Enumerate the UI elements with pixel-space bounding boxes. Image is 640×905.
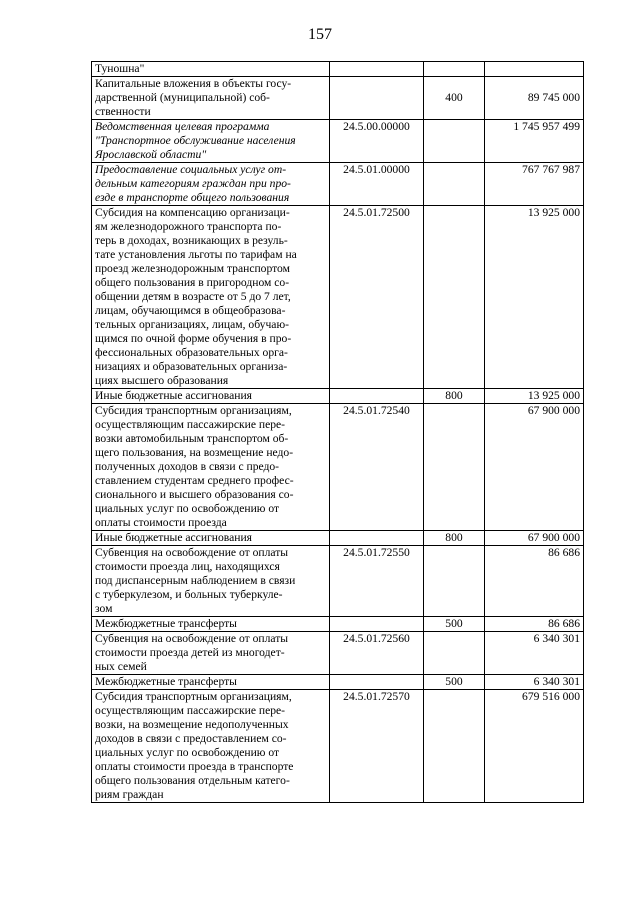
row-code — [330, 389, 424, 404]
name-line: Иные бюджетные ассигнования — [95, 389, 252, 402]
name-line: "Транспортное обслуживание населения — [95, 134, 296, 147]
name-line: фессиональных образовательных орга- — [95, 346, 288, 359]
row-name — [92, 389, 330, 404]
row-code: 24.5.01.72540 — [330, 404, 424, 531]
name-line: возки, на возмещение недополученных — [95, 718, 289, 731]
row-code — [330, 62, 424, 77]
table-row — [92, 62, 584, 77]
name-line: оплаты стоимости проезда — [95, 516, 227, 529]
row-name — [92, 632, 330, 675]
name-line: дарственной (муниципальной) соб- — [95, 91, 270, 104]
name-line: Ведомственная целевая программа — [95, 120, 270, 133]
row-expense-type — [424, 632, 485, 675]
name-line: зом — [95, 602, 113, 615]
row-sum: 679 516 000 — [485, 690, 584, 803]
row-code: 24.5.00.00000 — [330, 120, 424, 163]
name-line: дельным категориям граждан при про- — [95, 177, 291, 190]
page-number: 157 — [308, 26, 332, 43]
row-name — [92, 163, 330, 206]
name-line: Ярославской области" — [95, 148, 207, 161]
table-row — [92, 77, 584, 120]
name-line: циях высшего образования — [95, 374, 229, 387]
name-line: циальных услуг по освобождению от — [95, 746, 280, 759]
name-line: Иные бюджетные ассигнования — [95, 531, 252, 544]
row-code — [330, 77, 424, 120]
row-name — [92, 617, 330, 632]
row-expense-type — [424, 690, 485, 803]
budget-table — [91, 61, 584, 803]
row-expense-type: 500 — [424, 617, 485, 632]
name-line: полученных доходов в связи с предо- — [95, 460, 280, 473]
row-expense-type — [424, 120, 485, 163]
row-expense-type: 400 — [424, 77, 485, 120]
name-line: Субсидия транспортным организациям, — [95, 404, 292, 417]
table-row — [92, 690, 584, 803]
name-line: оплаты стоимости проезда в транспорте — [95, 760, 294, 773]
row-code — [330, 675, 424, 690]
row-name — [92, 404, 330, 531]
row-name — [92, 77, 330, 120]
name-line: Межбюджетные трансферты — [95, 617, 237, 630]
name-line: лицам, обучающимся в общеобразова- — [95, 304, 286, 317]
row-sum: 767 767 987 — [485, 163, 584, 206]
row-sum: 86 686 — [485, 617, 584, 632]
name-line: осуществляющим пассажирские пере- — [95, 704, 286, 717]
row-name — [92, 675, 330, 690]
row-name — [92, 531, 330, 546]
name-line: общего пользования в пригородном со- — [95, 276, 290, 289]
row-sum: 67 900 000 — [485, 404, 584, 531]
row-code: 24.5.01.00000 — [330, 163, 424, 206]
row-expense-type: 500 — [424, 675, 485, 690]
name-line: проезд железнодорожным транспортом — [95, 262, 290, 275]
name-line: Туношна" — [95, 62, 145, 75]
name-line: стоимости проезда детей из многодет- — [95, 646, 285, 659]
row-sum — [485, 62, 584, 77]
row-sum: 89 745 000 — [485, 77, 584, 120]
row-expense-type — [424, 404, 485, 531]
table-row — [92, 206, 584, 389]
row-code: 24.5.01.72500 — [330, 206, 424, 389]
name-line: под диспансерным наблюдением в связи — [95, 574, 296, 587]
name-line: ственности — [95, 105, 151, 118]
name-line: езде в транспорте общего пользования — [95, 191, 290, 204]
row-code: 24.5.01.72570 — [330, 690, 424, 803]
name-line: терь в доходах, возникающих в резуль- — [95, 234, 288, 247]
name-line: общении детям в возрасте от 5 до 7 лет, — [95, 290, 291, 303]
name-line: возки автомобильным транспортом об- — [95, 432, 289, 445]
row-name — [92, 546, 330, 617]
row-expense-type: 800 — [424, 389, 485, 404]
row-code: 24.5.01.72560 — [330, 632, 424, 675]
table-row — [92, 617, 584, 632]
row-code — [330, 617, 424, 632]
name-line: ставлением студентам среднего профес- — [95, 474, 294, 487]
table-row — [92, 163, 584, 206]
table-row — [92, 546, 584, 617]
row-expense-type — [424, 206, 485, 389]
name-line: щего пользования, на возмещение недо- — [95, 446, 294, 459]
name-line: Субсидия транспортным организациям, — [95, 690, 292, 703]
row-name — [92, 206, 330, 389]
name-line: с туберкулезом, и больных туберкуле- — [95, 588, 283, 601]
table-row — [92, 404, 584, 531]
row-expense-type — [424, 163, 485, 206]
row-code — [330, 531, 424, 546]
row-name — [92, 62, 330, 77]
row-expense-type — [424, 62, 485, 77]
table-row — [92, 675, 584, 690]
row-sum: 67 900 000 — [485, 531, 584, 546]
row-sum: 13 925 000 — [485, 206, 584, 389]
name-line: ных семей — [95, 660, 147, 673]
name-line: циальных услуг по освобождению от — [95, 502, 280, 515]
name-line: ям железнодорожного транспорта по- — [95, 220, 282, 233]
name-line: общего пользования отдельным катего- — [95, 774, 290, 787]
name-line: Межбюджетные трансферты — [95, 675, 237, 688]
name-line: Субвенция на освобождение от оплаты — [95, 546, 289, 559]
name-line: Предоставление социальных услуг от- — [95, 163, 287, 176]
name-line: сионального и высшего образования со- — [95, 488, 294, 501]
table-row — [92, 632, 584, 675]
row-expense-type: 800 — [424, 531, 485, 546]
row-sum: 13 925 000 — [485, 389, 584, 404]
row-sum: 6 340 301 — [485, 675, 584, 690]
row-sum: 6 340 301 — [485, 632, 584, 675]
row-name — [92, 120, 330, 163]
name-line: тате установления льготы по тарифам на — [95, 248, 297, 261]
table-row — [92, 389, 584, 404]
name-line: стоимости проезда лиц, находящихся — [95, 560, 280, 573]
row-sum: 86 686 — [485, 546, 584, 617]
name-line: щимся по очной форме обучения в про- — [95, 332, 292, 345]
name-line: доходов в связи с предоставлением со- — [95, 732, 287, 745]
row-expense-type — [424, 546, 485, 617]
table-row — [92, 531, 584, 546]
row-code: 24.5.01.72550 — [330, 546, 424, 617]
row-sum: 1 745 957 499 — [485, 120, 584, 163]
table-row — [92, 120, 584, 163]
name-line: осуществляющим пассажирские пере- — [95, 418, 286, 431]
name-line: Капитальные вложения в объекты госу- — [95, 77, 292, 90]
row-name — [92, 690, 330, 803]
name-line: риям граждан — [95, 788, 164, 801]
name-line: Субсидия на компенсацию организаци- — [95, 206, 290, 219]
name-line: Субвенция на освобождение от оплаты — [95, 632, 289, 645]
name-line: тельных организациях, лицам, обучаю- — [95, 318, 289, 331]
name-line: низациях и образовательных организа- — [95, 360, 288, 373]
